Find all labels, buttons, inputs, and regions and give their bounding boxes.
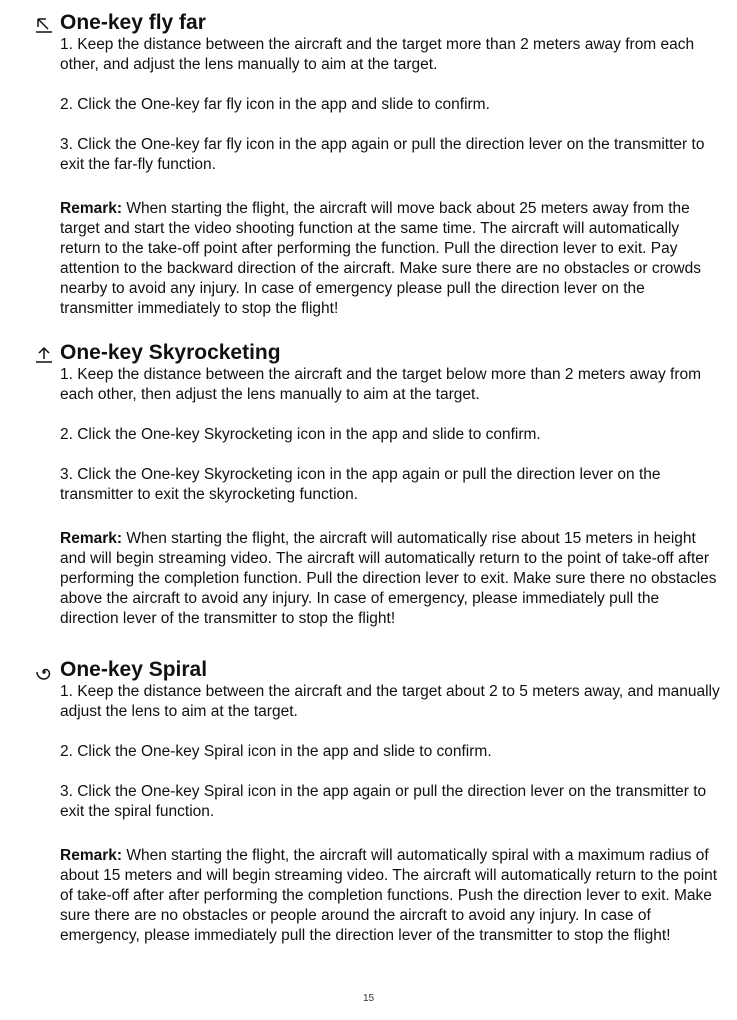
step-1: 1. Keep the distance between the aircraft and the target about 2 to 5 meters away, and manually adjust the lens to aim at the target. xyxy=(60,683,720,720)
step-1: 1. Keep the distance between the aircraft and the target below more than 2 meters away from each other, then adjust the lens manually to aim at the target. xyxy=(60,366,702,403)
remark-label: Remark: xyxy=(60,847,123,864)
remark-text: When starting the flight, the aircraft will automatically spiral with a maximum radius of about 15 meters and will begin streaming video. The aircraft will automatically return to the point of take-off after after performing the completion functions. Push the direction lever to exit. Make sure there are no obstacles or people around the aircraft to avoid any injury. In case of emergency, please immediately pull the direction lever of the transmitter to stop the flight! xyxy=(60,847,718,944)
page-number: 15 xyxy=(362,993,375,1004)
remark xyxy=(60,529,720,629)
spiral-icon xyxy=(35,663,53,681)
fly-far-icon xyxy=(35,16,53,34)
remark-text: When starting the flight, the aircraft will automatically rise about 15 meters in height and will begin streaming video. The aircraft will automatically return to the point of take-off after performing the completion function. Pull the direction lever to exit. Make sure there no obstacles above the aircraft to avoid any injury. In case of emergency, please immediately pull the direction lever of the transmitter to stop the flight! xyxy=(60,530,717,627)
remark xyxy=(60,846,720,946)
step-1: 1. Keep the distance between the aircraft and the target more than 2 meters away from each other, and adjust the lens manually to aim at the target. xyxy=(60,36,695,73)
section-title: One-key fly far xyxy=(60,11,206,34)
skyrocket-icon xyxy=(35,346,53,364)
remark-label: Remark: xyxy=(60,530,123,547)
section-title: One-key Skyrocketing xyxy=(60,341,281,364)
remark-text: When starting the flight, the aircraft will move back about 25 meters away from the target and start the video shooting function at the same time. The aircraft will automatically return to the take-off point after performing the function. Pull the direction lever to exit. Pay attention to the backward direction of the aircraft. Make sure there are no obstacles or crowds nearby to avoid any injury. In case of emergency please pull the direction lever on the transmitter immediately to stop the flight! xyxy=(60,200,701,317)
section-title: One-key Spiral xyxy=(60,658,208,681)
step-2: 2. Click the One-key Spiral icon in the app and slide to confirm. xyxy=(60,743,492,760)
step-2: 2. Click the One-key far fly icon in the app and slide to confirm. xyxy=(60,96,490,113)
step-3: 3. Click the One-key Spiral icon in the app again or pull the direction lever on the transmitter to exit the spiral function. xyxy=(60,783,707,820)
remark xyxy=(60,199,720,319)
step-3: 3. Click the One-key Skyrocketing icon in the app again or pull the direction lever on the transmitter to exit the skyrocketing function. xyxy=(60,466,661,503)
step-3: 3. Click the One-key far fly icon in the app again or pull the direction lever on the transmitter to exit the far-fly function. xyxy=(60,136,705,173)
remark-label: Remark: xyxy=(60,200,123,217)
step-2: 2. Click the One-key Skyrocketing icon in the app and slide to confirm. xyxy=(60,426,541,443)
